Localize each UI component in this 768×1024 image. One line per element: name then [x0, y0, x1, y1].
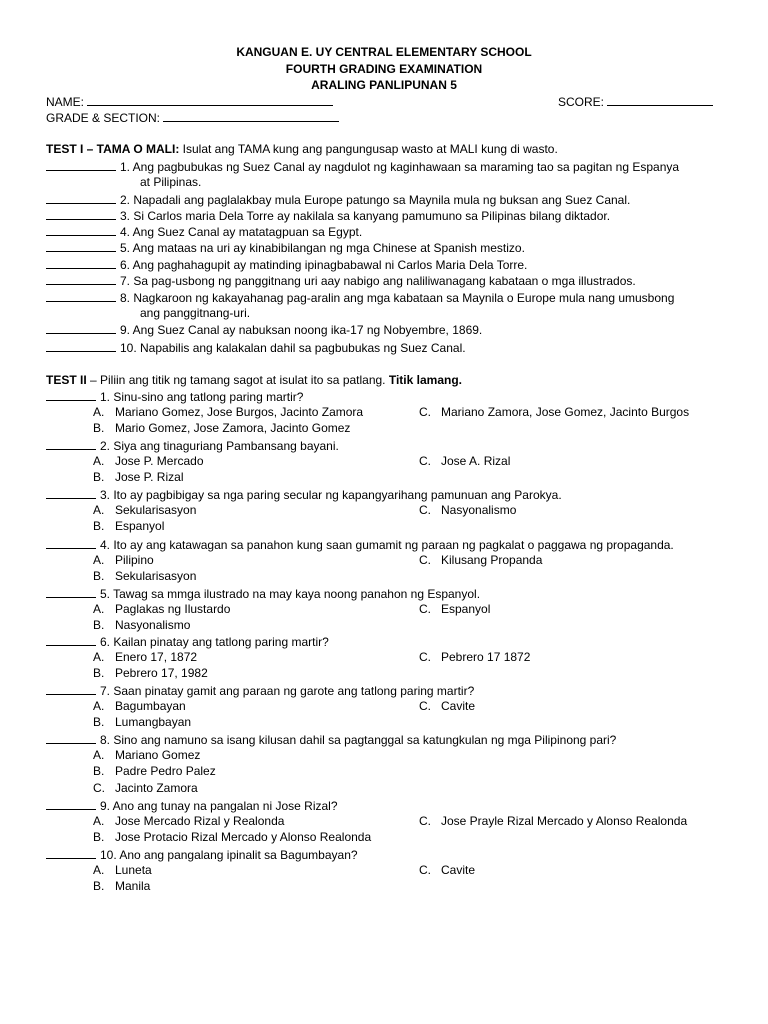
- item-text: 5. Ang mataas na uri ay kinabibilangan ng mga Chinese at Spanish mestizo.: [120, 241, 525, 255]
- choice-letter: A.: [93, 650, 105, 664]
- tama-mali-item: [46, 239, 525, 256]
- question: [46, 633, 329, 650]
- choice-letter: A.: [93, 553, 105, 567]
- question: [46, 388, 303, 405]
- test1-heading: [46, 141, 558, 157]
- choice-text: Mariano Gomez: [115, 748, 201, 762]
- answer-blank[interactable]: [46, 158, 116, 171]
- choice-letter: A.: [93, 814, 105, 828]
- question: [46, 846, 358, 863]
- question-text: 8. Sino ang namuno sa isang kilusan dahil sa pagtanggal sa katungkulan ng mga Pilipinong pari?: [100, 733, 617, 747]
- tama-mali-item: [46, 272, 636, 289]
- choice-text: Sekularisasyon: [115, 569, 197, 583]
- item-text-continued: ang panggitnang-uri.: [140, 306, 251, 320]
- item-text: 4. Ang Suez Canal ay matatagpuan sa Egypt.: [120, 225, 363, 239]
- tama-mali-item: [46, 321, 482, 338]
- choice-letter: B.: [93, 764, 105, 778]
- choice-c: [419, 404, 689, 420]
- choice-a: [93, 813, 284, 829]
- exam-header: [0, 44, 768, 94]
- answer-blank[interactable]: [46, 437, 96, 450]
- test1-title: TEST I – TAMA O MALI:: [46, 142, 180, 156]
- tama-mali-item: [46, 223, 362, 240]
- test2-title: TEST II: [46, 373, 87, 387]
- choice-text: Padre Pedro Palez: [115, 764, 216, 778]
- choice-c: [93, 780, 198, 796]
- name-field: [46, 93, 333, 110]
- choice-letter: C.: [419, 650, 431, 664]
- choice-text: Sekularisasyon: [115, 503, 197, 517]
- test2-instruction-emphasis: Titik lamang.: [388, 373, 462, 387]
- choice-letter: C.: [419, 602, 431, 616]
- choice-text: Mariano Zamora, Jose Gomez, Jacinto Burgos: [441, 405, 690, 419]
- score-blank[interactable]: [607, 93, 713, 106]
- choice-letter: A.: [93, 748, 105, 762]
- choice-a: [93, 404, 363, 420]
- choice-letter: A.: [93, 602, 105, 616]
- choice-text: Cavite: [441, 863, 476, 877]
- choice-letter: C.: [419, 553, 431, 567]
- item-text: 2. Napadali ang paglalakbay mula Europe patungo sa Maynila mula ng buksan ang Suez Canal.: [120, 193, 631, 207]
- choice-letter: C.: [93, 781, 105, 795]
- name-blank[interactable]: [87, 93, 333, 106]
- choice-letter: A.: [93, 699, 105, 713]
- choice-a: [93, 502, 196, 518]
- question-text: 5. Tawag sa mmga ilustrado na may kaya noong panahon ng Espanyol.: [100, 587, 481, 601]
- choice-b: [93, 665, 208, 681]
- choice-b: [93, 829, 371, 845]
- score-field: [558, 93, 713, 110]
- answer-blank[interactable]: [46, 321, 116, 334]
- answer-blank[interactable]: [46, 191, 116, 204]
- choice-c: [419, 453, 510, 469]
- choice-text: Jacinto Zamora: [115, 781, 198, 795]
- tama-mali-item: [46, 256, 527, 273]
- choice-text: Jose Protacio Rizal Mercado y Alonso Realonda: [115, 830, 372, 844]
- choice-text: Nasyonalismo: [115, 618, 191, 632]
- choice-text: Luneta: [115, 863, 152, 877]
- answer-blank[interactable]: [46, 797, 96, 810]
- question-text: 10. Ano ang pangalang ipinalit sa Bagumbayan?: [100, 848, 358, 862]
- question: [46, 731, 616, 748]
- question: [46, 486, 562, 503]
- choice-text: Jose A. Rizal: [441, 454, 511, 468]
- choice-b: [93, 617, 190, 633]
- answer-blank[interactable]: [46, 339, 116, 352]
- choice-letter: B.: [93, 666, 105, 680]
- choice-letter: B.: [93, 519, 105, 533]
- choice-a: [93, 649, 197, 665]
- tama-mali-item: [46, 191, 630, 208]
- tama-mali-item: [46, 158, 679, 175]
- choice-text: Mario Gomez, Jose Zamora, Jacinto Gomez: [115, 421, 351, 435]
- school-name: KANGUAN E. UY CENTRAL ELEMENTARY SCHOOL: [236, 45, 532, 59]
- choice-letter: B.: [93, 618, 105, 632]
- choice-c: [419, 649, 530, 665]
- choice-c: [419, 813, 687, 829]
- choice-letter: C.: [419, 405, 431, 419]
- choice-text: Kilusang Propanda: [441, 553, 543, 567]
- question-text: 9. Ano ang tunay na pangalan ni Jose Rizal?: [100, 799, 338, 813]
- choice-c: [419, 698, 475, 714]
- choice-letter: B.: [93, 715, 105, 729]
- question-text: 6. Kailan pinatay ang tatlong paring martir?: [100, 635, 329, 649]
- choice-letter: C.: [419, 503, 431, 517]
- score-label: SCORE:: [558, 95, 605, 109]
- choice-b: [93, 714, 191, 730]
- question: [46, 437, 339, 454]
- grade-section-blank[interactable]: [163, 109, 339, 122]
- choice-text: Pebrero 17, 1982: [115, 666, 208, 680]
- answer-blank[interactable]: [46, 536, 96, 549]
- item-text: 6. Ang paghahagupit ay matinding ipinagbabawal ni Carlos Maria Dela Torre.: [120, 258, 528, 272]
- question-text: 7. Saan pinatay gamit ang paraan ng garote ang tatlong paring martir?: [100, 684, 475, 698]
- choice-c: [419, 862, 475, 878]
- item-text: 10. Napabilis ang kalakalan dahil sa pagbubukas ng Suez Canal.: [120, 341, 466, 355]
- question: [46, 536, 674, 553]
- choice-letter: C.: [419, 814, 431, 828]
- choice-a: [93, 698, 186, 714]
- answer-blank[interactable]: [46, 256, 116, 269]
- choice-b: [93, 763, 216, 779]
- answer-blank[interactable]: [46, 223, 116, 236]
- choice-text: Jose Mercado Rizal y Realonda: [115, 814, 285, 828]
- item-text: 3. Si Carlos maria Dela Torre ay nakilala sa kanyang pamumuno sa Pilipinas bilang diktador.: [120, 209, 611, 223]
- choice-text: Bagumbayan: [115, 699, 186, 713]
- choice-text: Jose P. Rizal: [115, 470, 184, 484]
- test2-instruction: – Piliin ang titik ng tamang sagot at isulat ito sa patlang.: [86, 373, 389, 387]
- question: [46, 797, 338, 814]
- answer-blank[interactable]: [46, 272, 116, 285]
- choice-b: [93, 568, 196, 584]
- choice-a: [93, 747, 200, 763]
- question-text: 2. Siya ang tinaguriang Pambansang bayani.: [100, 439, 339, 453]
- item-text: 1. Ang pagbubukas ng Suez Canal ay nagdulot ng kaginhawaan sa maraming tao sa pagitan ng Espanya: [120, 160, 680, 174]
- choice-letter: B.: [93, 879, 105, 893]
- choice-letter: B.: [93, 470, 105, 484]
- choice-text: Pebrero 17 1872: [441, 650, 531, 664]
- question: [46, 585, 480, 602]
- choice-letter: B.: [93, 569, 105, 583]
- choice-a: [93, 552, 154, 568]
- choice-letter: C.: [419, 454, 431, 468]
- choice-text: Jose Prayle Rizal Mercado y Alonso Realonda: [441, 814, 688, 828]
- choice-text: Mariano Gomez, Jose Burgos, Jacinto Zamora: [115, 405, 364, 419]
- choice-text: Lumangbayan: [115, 715, 192, 729]
- question-text: 4. Ito ay ang katawagan sa panahon kung saan gumamit ng paraan ng pagkalat o paggawa ng propaganda.: [100, 538, 674, 552]
- name-label: NAME:: [46, 95, 85, 109]
- choice-letter: A.: [93, 405, 105, 419]
- answer-blank[interactable]: [46, 846, 96, 859]
- choice-b: [93, 469, 183, 485]
- choice-c: [419, 601, 490, 617]
- choice-text: Jose P. Mercado: [115, 454, 204, 468]
- question: [46, 682, 474, 699]
- question-text: 1. Sinu-sino ang tatlong paring martir?: [100, 390, 304, 404]
- choice-text: Nasyonalismo: [441, 503, 517, 517]
- item-text: 7. Sa pag-usbong ng panggitnang uri aay nabigo ang naliliwanagang kabataan o mga illustrados.: [120, 274, 636, 288]
- choice-text: Manila: [115, 879, 151, 893]
- choice-letter: B.: [93, 830, 105, 844]
- exam-title: FOURTH GRADING EXAMINATION: [285, 61, 483, 76]
- grade-section-field: [46, 109, 339, 126]
- choice-letter: A.: [93, 454, 105, 468]
- choice-text: Cavite: [441, 699, 476, 713]
- choice-letter: B.: [93, 421, 105, 435]
- choice-text: Espanyol: [441, 602, 491, 616]
- choice-c: [419, 552, 542, 568]
- tama-mali-item: [46, 289, 674, 306]
- choice-b: [93, 420, 350, 436]
- choice-c: [419, 502, 516, 518]
- choice-b: [93, 518, 164, 534]
- item-text: 8. Nagkaroon ng kakayahanag pag-aralin ang mga kabataan sa Maynila o Europe mula nang umusbong: [120, 291, 675, 305]
- answer-blank[interactable]: [46, 486, 96, 499]
- choice-text: Espanyol: [115, 519, 165, 533]
- item-text: 9. Ang Suez Canal ay nabuksan noong ika-17 ng Nobyembre, 1869.: [120, 323, 483, 337]
- answer-blank[interactable]: [46, 633, 96, 646]
- answer-blank[interactable]: [46, 388, 96, 401]
- test2-heading: [46, 372, 462, 388]
- choice-a: [93, 601, 230, 617]
- answer-blank[interactable]: [46, 731, 96, 744]
- item-text-continued: at Pilipinas.: [140, 175, 202, 189]
- subject-title: ARALING PANLIPUNAN 5: [311, 78, 457, 92]
- choice-letter: A.: [93, 863, 105, 877]
- tama-mali-item: [46, 339, 466, 356]
- answer-blank[interactable]: [46, 682, 96, 695]
- choice-letter: C.: [419, 863, 431, 877]
- choice-a: [93, 862, 152, 878]
- answer-blank[interactable]: [46, 289, 116, 302]
- choice-b: [93, 878, 150, 894]
- choice-text: Paglakas ng Ilustardo: [115, 602, 231, 616]
- tama-mali-item: [46, 207, 610, 224]
- choice-a: [93, 453, 204, 469]
- question-text: 3. Ito ay pagbibigay sa nga paring secular ng kapangyarihang pamunuan ang Parokya.: [100, 488, 562, 502]
- choice-text: Pilipino: [115, 553, 154, 567]
- test1-instruction: Isulat ang TAMA kung ang pangungusap wasto at MALI kung di wasto.: [179, 142, 558, 156]
- choice-letter: C.: [419, 699, 431, 713]
- answer-blank[interactable]: [46, 207, 116, 220]
- answer-blank[interactable]: [46, 239, 116, 252]
- grade-section-label: GRADE & SECTION:: [46, 111, 161, 125]
- choice-text: Enero 17, 1872: [115, 650, 198, 664]
- choice-letter: A.: [93, 503, 105, 517]
- answer-blank[interactable]: [46, 585, 96, 598]
